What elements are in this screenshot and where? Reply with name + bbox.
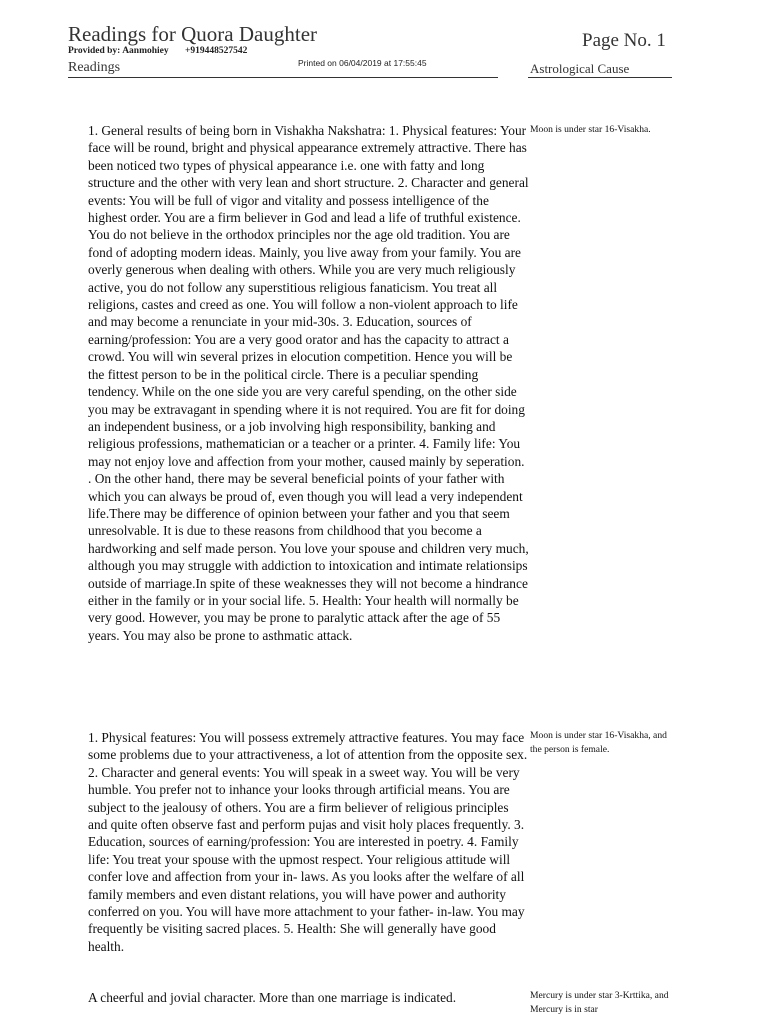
printed-timestamp: Printed on 06/04/2019 at 17:55:45 — [298, 58, 427, 68]
astrological-cause: Moon is under star 16-Visakha. — [530, 124, 651, 135]
astrological-cause: Moon is under star 16-Visakha, and the person is female. — [530, 730, 667, 755]
astrological-cause: Mercury is under star 3-Krttika, and Mercury is in star — [530, 990, 669, 1015]
cause-column-heading: Astrological Cause — [530, 61, 630, 76]
reading-text: 1. General results of being born in Vishakha Nakshatra: 1. Physical features: Your face will be round, bright and physical appearance extremely attractive. There has been noticed two types of physical appearance i.e. one with fatty and long structure and the other with very lean and short structure. 2. Character and general events: You will be full of vigor and vitality and possess intelligence of the highest order. You are a firm believer in God and lead a life of truthful existence. You do not believe in the orthodox principles nor the age old tradition. You are fond of adopting modern ideas. Mainly, you live away from your family. You are overly generous when dealing with others. While you are very much religiously active, you do not follow any superstitious religious fanaticism. You treat all religions, castes and creed as one. You will follow a non-violent approach to life and may become a renunciate in your mid-30s. 3. Education, sources of earning/profession: You are a very good orator and has the capacity to attract a crowd. You will win several prizes in elocution competition. Hence you will be the fittest person to be in the political circle. There is a peculiar spending tendency. While on the one side you are very careful spending, on the other side you may be extravagant in spending where it is not required. You are fit for doing an independent business, or a job involving high responsibility, banking and religious professions, mathematician or a teacher or a printer. 4. Family life: You may not enjoy love and affection from your mother, caused mainly by seperation. . On the other hand, there may be several beneficial points of your father with which you can always be proud of, even though you will lead a very independent life.There may be difference of opinion between your father and you that seem unresolvable. It is due to these reasons from childhood that you become a hardworking and self made person. You love your spouse and children very much, although you may struggle with addiction to intoxication and intimate relationsips outside of marriage.In spite of these weaknesses they will not become a hindrance either in the family or in your social life. 5. Health: Your health will normally be very good. However, you may be prone to paralytic attack after the age of 55 years. You may also be prone to asthmatic attack. — [88, 123, 529, 643]
provider-phone: +919448527542 — [185, 46, 248, 56]
header-divider-left — [68, 77, 498, 78]
document-title: Readings for Quora Daughter — [68, 22, 318, 46]
header-divider-right — [528, 77, 672, 78]
provider-name: Provided by: Aanmohiey — [68, 46, 169, 56]
reading-text: 1. Physical features: You will possess extremely attractive features. You may face some problems due to your attractiveness, a lot of attention from the opposite sex. 2. Character and general events: You will speak in a sweet way. You will be very humble. You prefer not to inhance your looks through artificial means. You are subject to the jealousy of others. You are a firm believer of religious principles and quite often observe fast and perform pujas and visit holy places frequently. 3. Education, sources of earning/profession: You are interested in poetry. 4. Family life: You treat your spouse with the upmost respect. Your religious attitude will confer love and affection from your in- laws. As you looks after the welfare of all family members and even distant relations, you will have power and authority conferred on you. You will have more attachment to your father- in-law. You may frequently be visiting sacred places. 5. Health: She will generally have good health. — [88, 730, 528, 954]
reading-text: A cheerful and jovial character. More than one marriage is indicated. — [88, 990, 457, 1005]
provided-by — [68, 46, 247, 56]
readings-column-heading: Readings — [68, 60, 121, 75]
page-number: Page No. 1 — [582, 30, 666, 51]
